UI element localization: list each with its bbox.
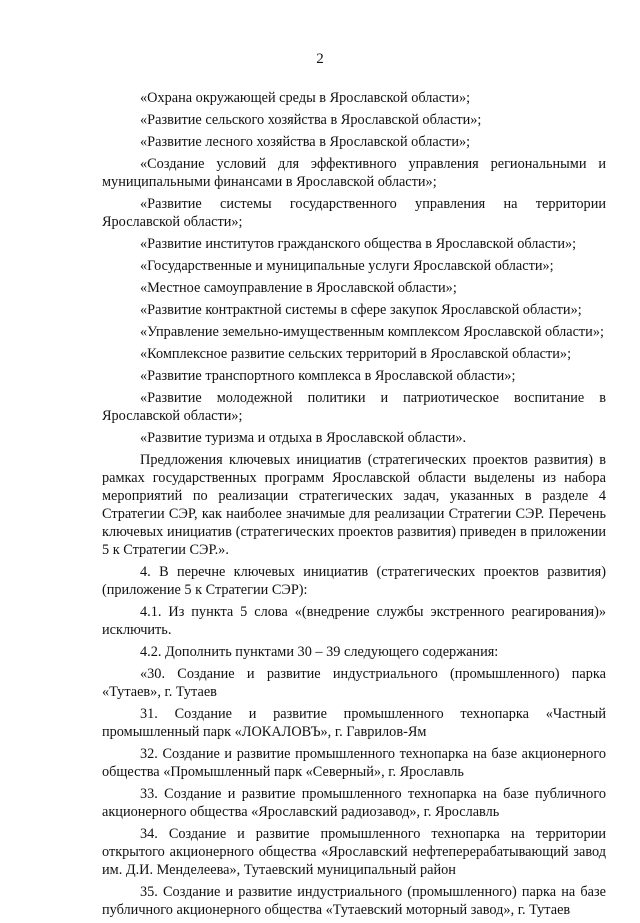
paragraph: «Развитие туризма и отдыха в Ярославской области».: [140, 430, 467, 446]
paragraph: 32. Создание и развитие промышленного технопарка на базе акционерного общества «Промышленный парк «Северный», г. Ярославль: [102, 746, 606, 780]
paragraph: 33. Создание и развитие промышленного технопарка на базе публичного акционерного общества «Ярославский радиозавод», г. Ярославль: [102, 786, 606, 820]
paragraph: «Государственные и муниципальные услуги Ярославской области»;: [140, 258, 554, 274]
paragraph: «Развитие сельского хозяйства в Ярославской области»;: [140, 112, 482, 128]
paragraph: 31. Создание и развитие промышленного технопарка «Частный промышленный парк «ЛОКАЛОВЪ», г. Гаврилов-Ям: [102, 706, 606, 740]
paragraph: 4. В перечне ключевых инициатив (стратегических проектов развития) (приложение 5 к Стратегии СЭР):: [102, 564, 606, 598]
paragraph: Предложения ключевых инициатив (стратегических проектов развития) в рамках государственных программ Ярославской области выделены из набора мероприятий по реализации стратегических задач, указанных в разделе 4 Стратегии СЭР, как наиболее значимые для реализации Стратегии СЭР. Перечень ключевых инициатив (стратегических проектов развития) приведен в приложении 5 к Стратегии СЭР.».: [102, 452, 606, 558]
paragraph: 4.1. Из пункта 5 слова «(внедрение службы экстренного реагирования)» исключить.: [102, 604, 606, 638]
paragraph: 35. Создание и развитие индустриального (промышленного) парка на базе публичного акционерного общества «Тутаевский моторный завод», г. Тутаев: [102, 884, 606, 918]
page-number: 2: [316, 51, 324, 67]
paragraph: 34. Создание и развитие промышленного технопарка на территории открытого акционерного общества «Ярославский нефтеперерабатывающий завод им. Д.И. Менделеева», Тутаевский муниципальный район: [102, 826, 606, 878]
paragraph: «Развитие системы государственного управления на территории Ярославской области»;: [102, 196, 606, 230]
paragraph: «Комплексное развитие сельских территорий в Ярославской области»;: [140, 346, 572, 362]
paragraph: «Управление земельно-имущественным комплексом Ярославской области»;: [140, 324, 604, 340]
paragraph: «Местное самоуправление в Ярославской области»;: [140, 280, 457, 296]
paragraph: «Развитие контрактной системы в сфере закупок Ярославской области»;: [140, 302, 582, 318]
paragraph: «30. Создание и развитие индустриального (промышленного) парка «Тутаев», г. Тутаев: [102, 666, 606, 700]
paragraph: «Развитие транспортного комплекса в Ярославской области»;: [140, 368, 516, 384]
paragraph: «Развитие молодежной политики и патриотическое воспитание в Ярославской области»;: [102, 390, 606, 424]
document-body: [102, 89, 606, 923]
paragraph: «Создание условий для эффективного управления региональными и муниципальными финансами в Ярославской области»;: [102, 156, 606, 190]
paragraph: «Охрана окружающей среды в Ярославской области»;: [140, 90, 471, 106]
paragraph: «Развитие лесного хозяйства в Ярославской области»;: [140, 134, 471, 150]
paragraph: 4.2. Дополнить пунктами 30 – 39 следующего содержания:: [140, 644, 499, 660]
paragraph: «Развитие институтов гражданского общества в Ярославской области»;: [140, 236, 577, 252]
